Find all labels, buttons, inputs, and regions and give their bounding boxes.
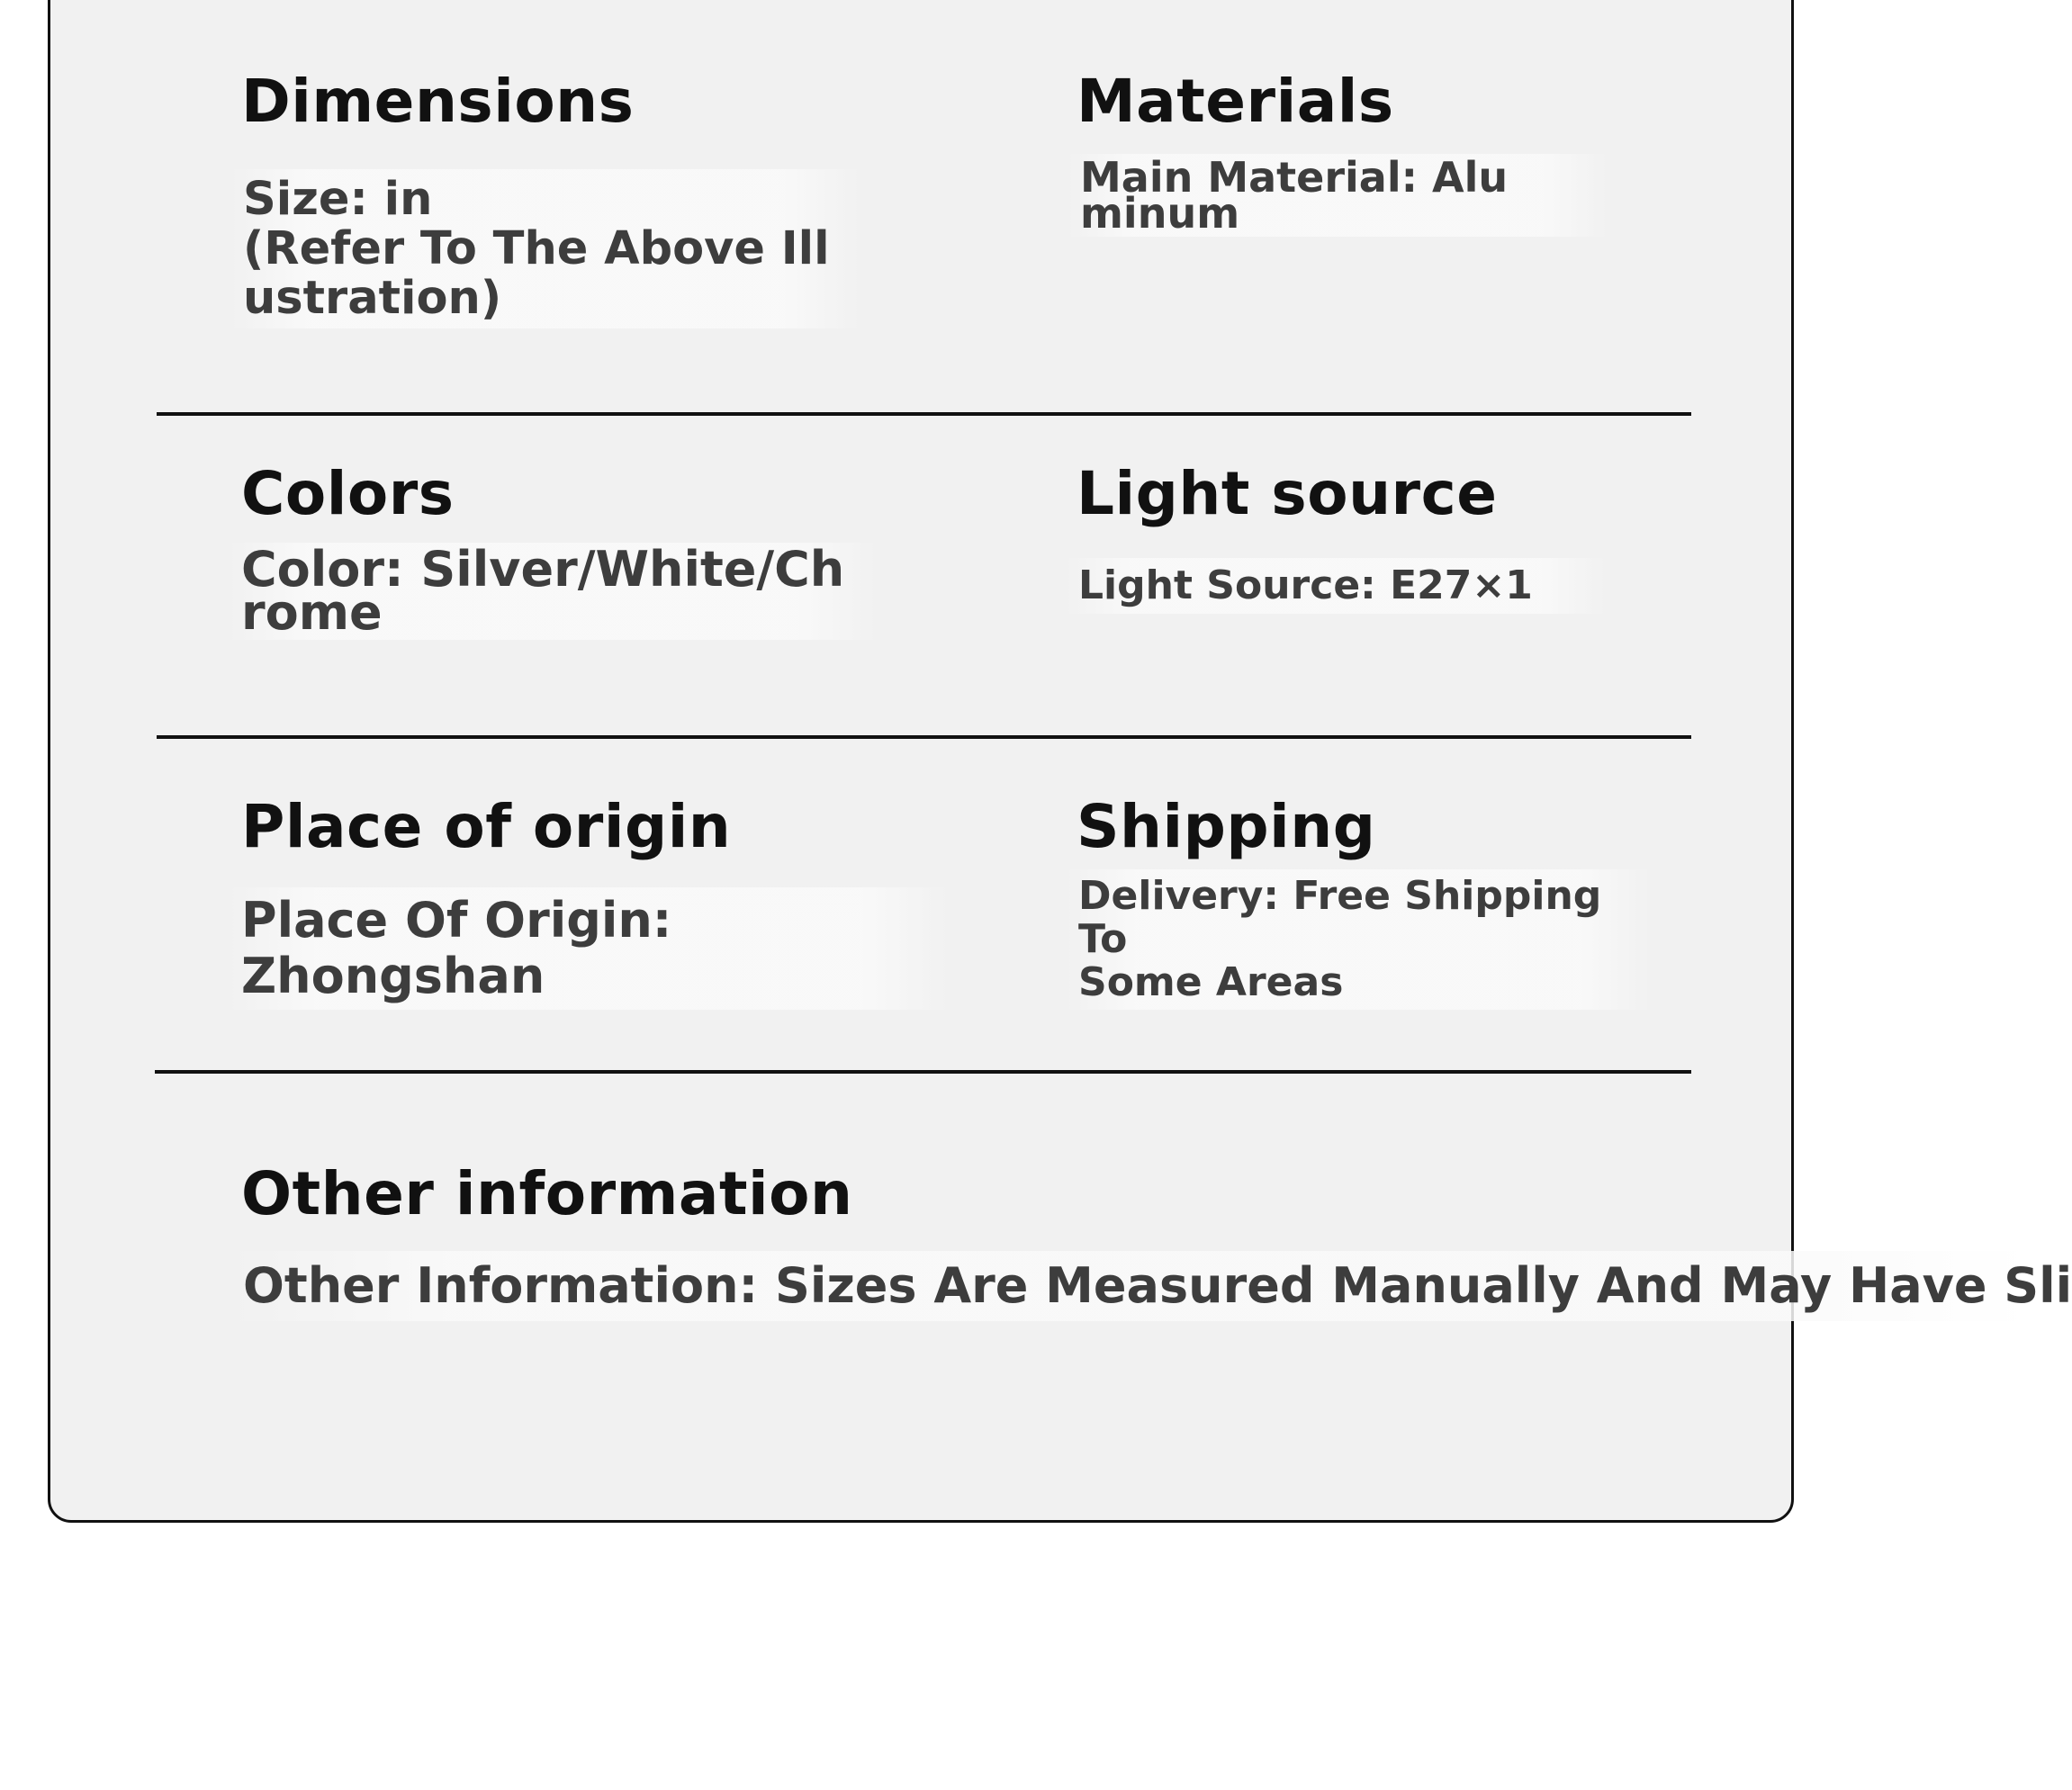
section-divider xyxy=(157,412,1691,416)
other-information-value: Other Information: Sizes Are Measured Manually And May Have Sli xyxy=(230,1251,2031,1321)
shipping-heading: Shipping xyxy=(1077,792,1376,861)
shipping-value: Delivery: Free Shipping To Some Areas xyxy=(1066,869,1651,1010)
dimensions-value: Size: in (Refer To The Above Ill ustration) xyxy=(230,169,860,328)
section-divider xyxy=(155,1070,1691,1074)
colors-heading: Colors xyxy=(241,459,455,528)
light-source-value: Light Source: E27×1 xyxy=(1066,558,1606,614)
place-of-origin-value: Place Of Origin: Zhongshan xyxy=(229,887,949,1010)
section-divider xyxy=(157,735,1691,739)
colors-value: Color: Silver/White/Ch rome xyxy=(229,543,877,640)
materials-heading: Materials xyxy=(1077,67,1394,136)
dimensions-heading: Dimensions xyxy=(241,67,635,136)
other-information-heading: Other information xyxy=(241,1159,853,1228)
materials-value: Main Material: Alu minum xyxy=(1068,154,1608,237)
product-specs-card xyxy=(48,0,2072,1523)
place-of-origin-heading: Place of origin xyxy=(241,792,732,861)
light-source-heading: Light source xyxy=(1077,459,1498,528)
